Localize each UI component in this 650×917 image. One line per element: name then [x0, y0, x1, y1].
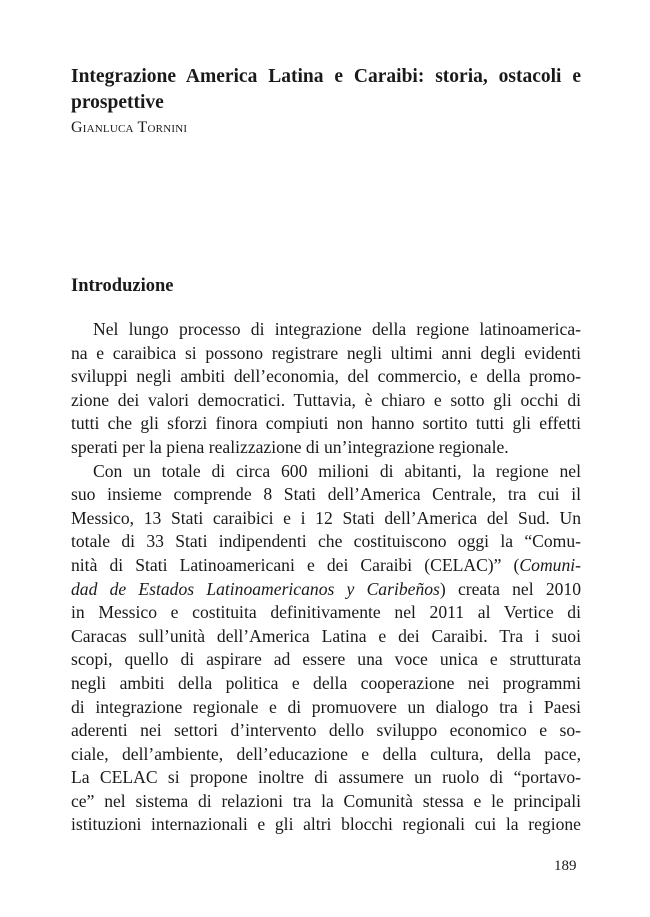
text-line: zione dei valori democratici. Tuttavia, è chiaro e sotto gli occhi di [71, 389, 581, 410]
text-line: ciale, dell’ambiente, dell’educazione e della cultura, della pace, [71, 743, 581, 764]
text-line [71, 554, 581, 578]
text-line: suo insieme comprende 8 Stati dell’America Centrale, tra cui il [71, 484, 581, 505]
text-segment: ) creata nel 2010 [439, 578, 581, 599]
text-line: ce” nel sistema di relazioni tra la Comunità stessa e le principali [71, 790, 581, 811]
section-heading: Introduzione [71, 276, 174, 296]
page-number: 189 [554, 858, 577, 874]
text-line: sviluppi negli ambiti dell’economia, del commercio, e della promo- [71, 366, 581, 387]
text-line: di integrazione regionale e di promuovere un dialogo tra i Paesi [71, 696, 581, 717]
text-segment: nità di Stati Latinoamericani e dei Caraibi (CELAC)” ( [71, 554, 520, 575]
text-line: Messico, 13 Stati caraibici e i 12 Stati dell’America del Sud. Un [71, 507, 581, 528]
text-line: istituzioni internazionali e gli altri blocchi regionali cui la regione [71, 814, 581, 835]
text-line: Nel lungo processo di integrazione della regione latinoamerica- [93, 319, 581, 339]
chapter-title: Integrazione America Latina e Caraibi: storia, ostacoli e prospettive [71, 66, 581, 113]
text-line: aderenti nei settori d’intervento dello sviluppo economico e so- [71, 720, 581, 741]
text-line [71, 578, 581, 602]
text-line: in Messico e costituita definitivamente nel 2011 al Vertice di [71, 602, 581, 623]
text-line: Con un totale di circa 600 milioni di abitanti, la regione nel [93, 460, 581, 481]
text-line: Caracas sull’unità dell’America Latina e dei Caraibi. Tra i suoi [71, 625, 581, 646]
text-line: La CELAC si propone inoltre di assumere un ruolo di “portavo- [71, 767, 581, 788]
italic-segment: Comuni- [519, 554, 581, 575]
text-line: sperati per la piena realizzazione di un’integrazione regionale. [71, 436, 509, 457]
text-line: negli ambiti della politica e della cooperazione nei programmi [71, 672, 581, 693]
text-line: totale di 33 Stati indipendenti che costituiscono oggi la “Comu- [71, 531, 581, 552]
text-line: na e caraibica si possono registrare negli ultimi anni degli evidenti [71, 342, 581, 363]
text-line: tutti che gli sforzi finora compiuti non hanno sortito tutti gli effetti [71, 413, 581, 434]
author-name: Gianluca Tornini [71, 119, 188, 136]
italic-segment: dad de Estados Latinoamericanos y Caribeños [71, 578, 440, 599]
body-text [71, 318, 581, 837]
text-line: scopi, quello di aspirare ad essere una voce unica e strutturata [71, 649, 581, 670]
